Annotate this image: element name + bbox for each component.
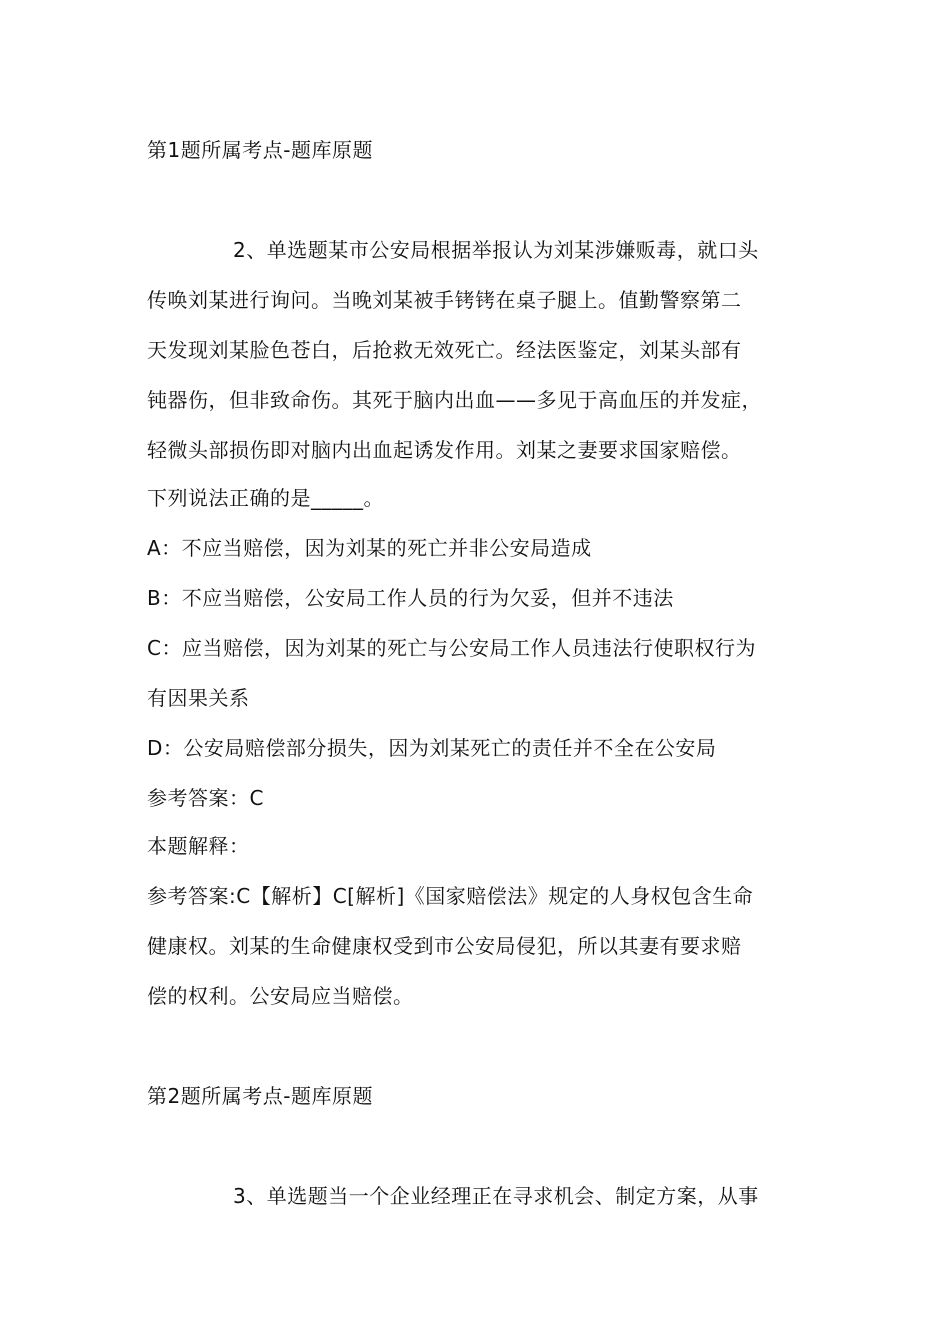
q2-stem-line: 轻微头部损伤即对脑内出血起诱发作用。刘某之妻要求国家赔偿。 (147, 438, 742, 462)
q2-topic-heading: 第2题所属考点-题库原题 (147, 1084, 373, 1108)
explanation-line: 偿的权利。公安局应当赔偿。 (147, 984, 414, 1008)
option-b: B：不应当赔偿，公安局工作人员的行为欠妥，但并不违法 (147, 586, 674, 610)
q1-topic-heading: 第1题所属考点-题库原题 (147, 138, 373, 162)
q2-stem-line: 传唤刘某进行询问。当晚刘某被手铐铐在桌子腿上。值勤警察第二 (147, 288, 742, 312)
q2-stem-line: 2、单选题某市公安局根据举报认为刘某涉嫌贩毒，就口头 (233, 238, 759, 262)
q2-stem-line: 下列说法正确的是_____。 (147, 486, 384, 510)
option-a: A：不应当赔偿，因为刘某的死亡并非公安局造成 (147, 536, 592, 560)
option-c-continued: 有因果关系 (147, 686, 250, 710)
q2-stem-line: 天发现刘某脸色苍白，后抢救无效死亡。经法医鉴定，刘某头部有 (147, 338, 742, 362)
explanation-label: 本题解释： (147, 834, 250, 858)
option-d: D：公安局赔偿部分损失，因为刘某死亡的责任并不全在公安局 (147, 736, 717, 760)
explanation-line: 参考答案:C【解析】C[解析]《国家赔偿法》规定的人身权包含生命 (147, 884, 754, 908)
explanation-line: 健康权。刘某的生命健康权受到市公安局侵犯，所以其妻有要求赔 (147, 934, 742, 958)
q2-stem-line: 钝器伤，但非致命伤。其死于脑内出血——多见于高血压的并发症， (147, 388, 762, 412)
q3-stem-line: 3、单选题当一个企业经理正在寻求机会、制定方案，从事 (233, 1184, 759, 1208)
reference-answer: 参考答案：C (147, 786, 264, 810)
option-c: C：应当赔偿，因为刘某的死亡与公安局工作人员违法行使职权行为 (147, 636, 756, 660)
